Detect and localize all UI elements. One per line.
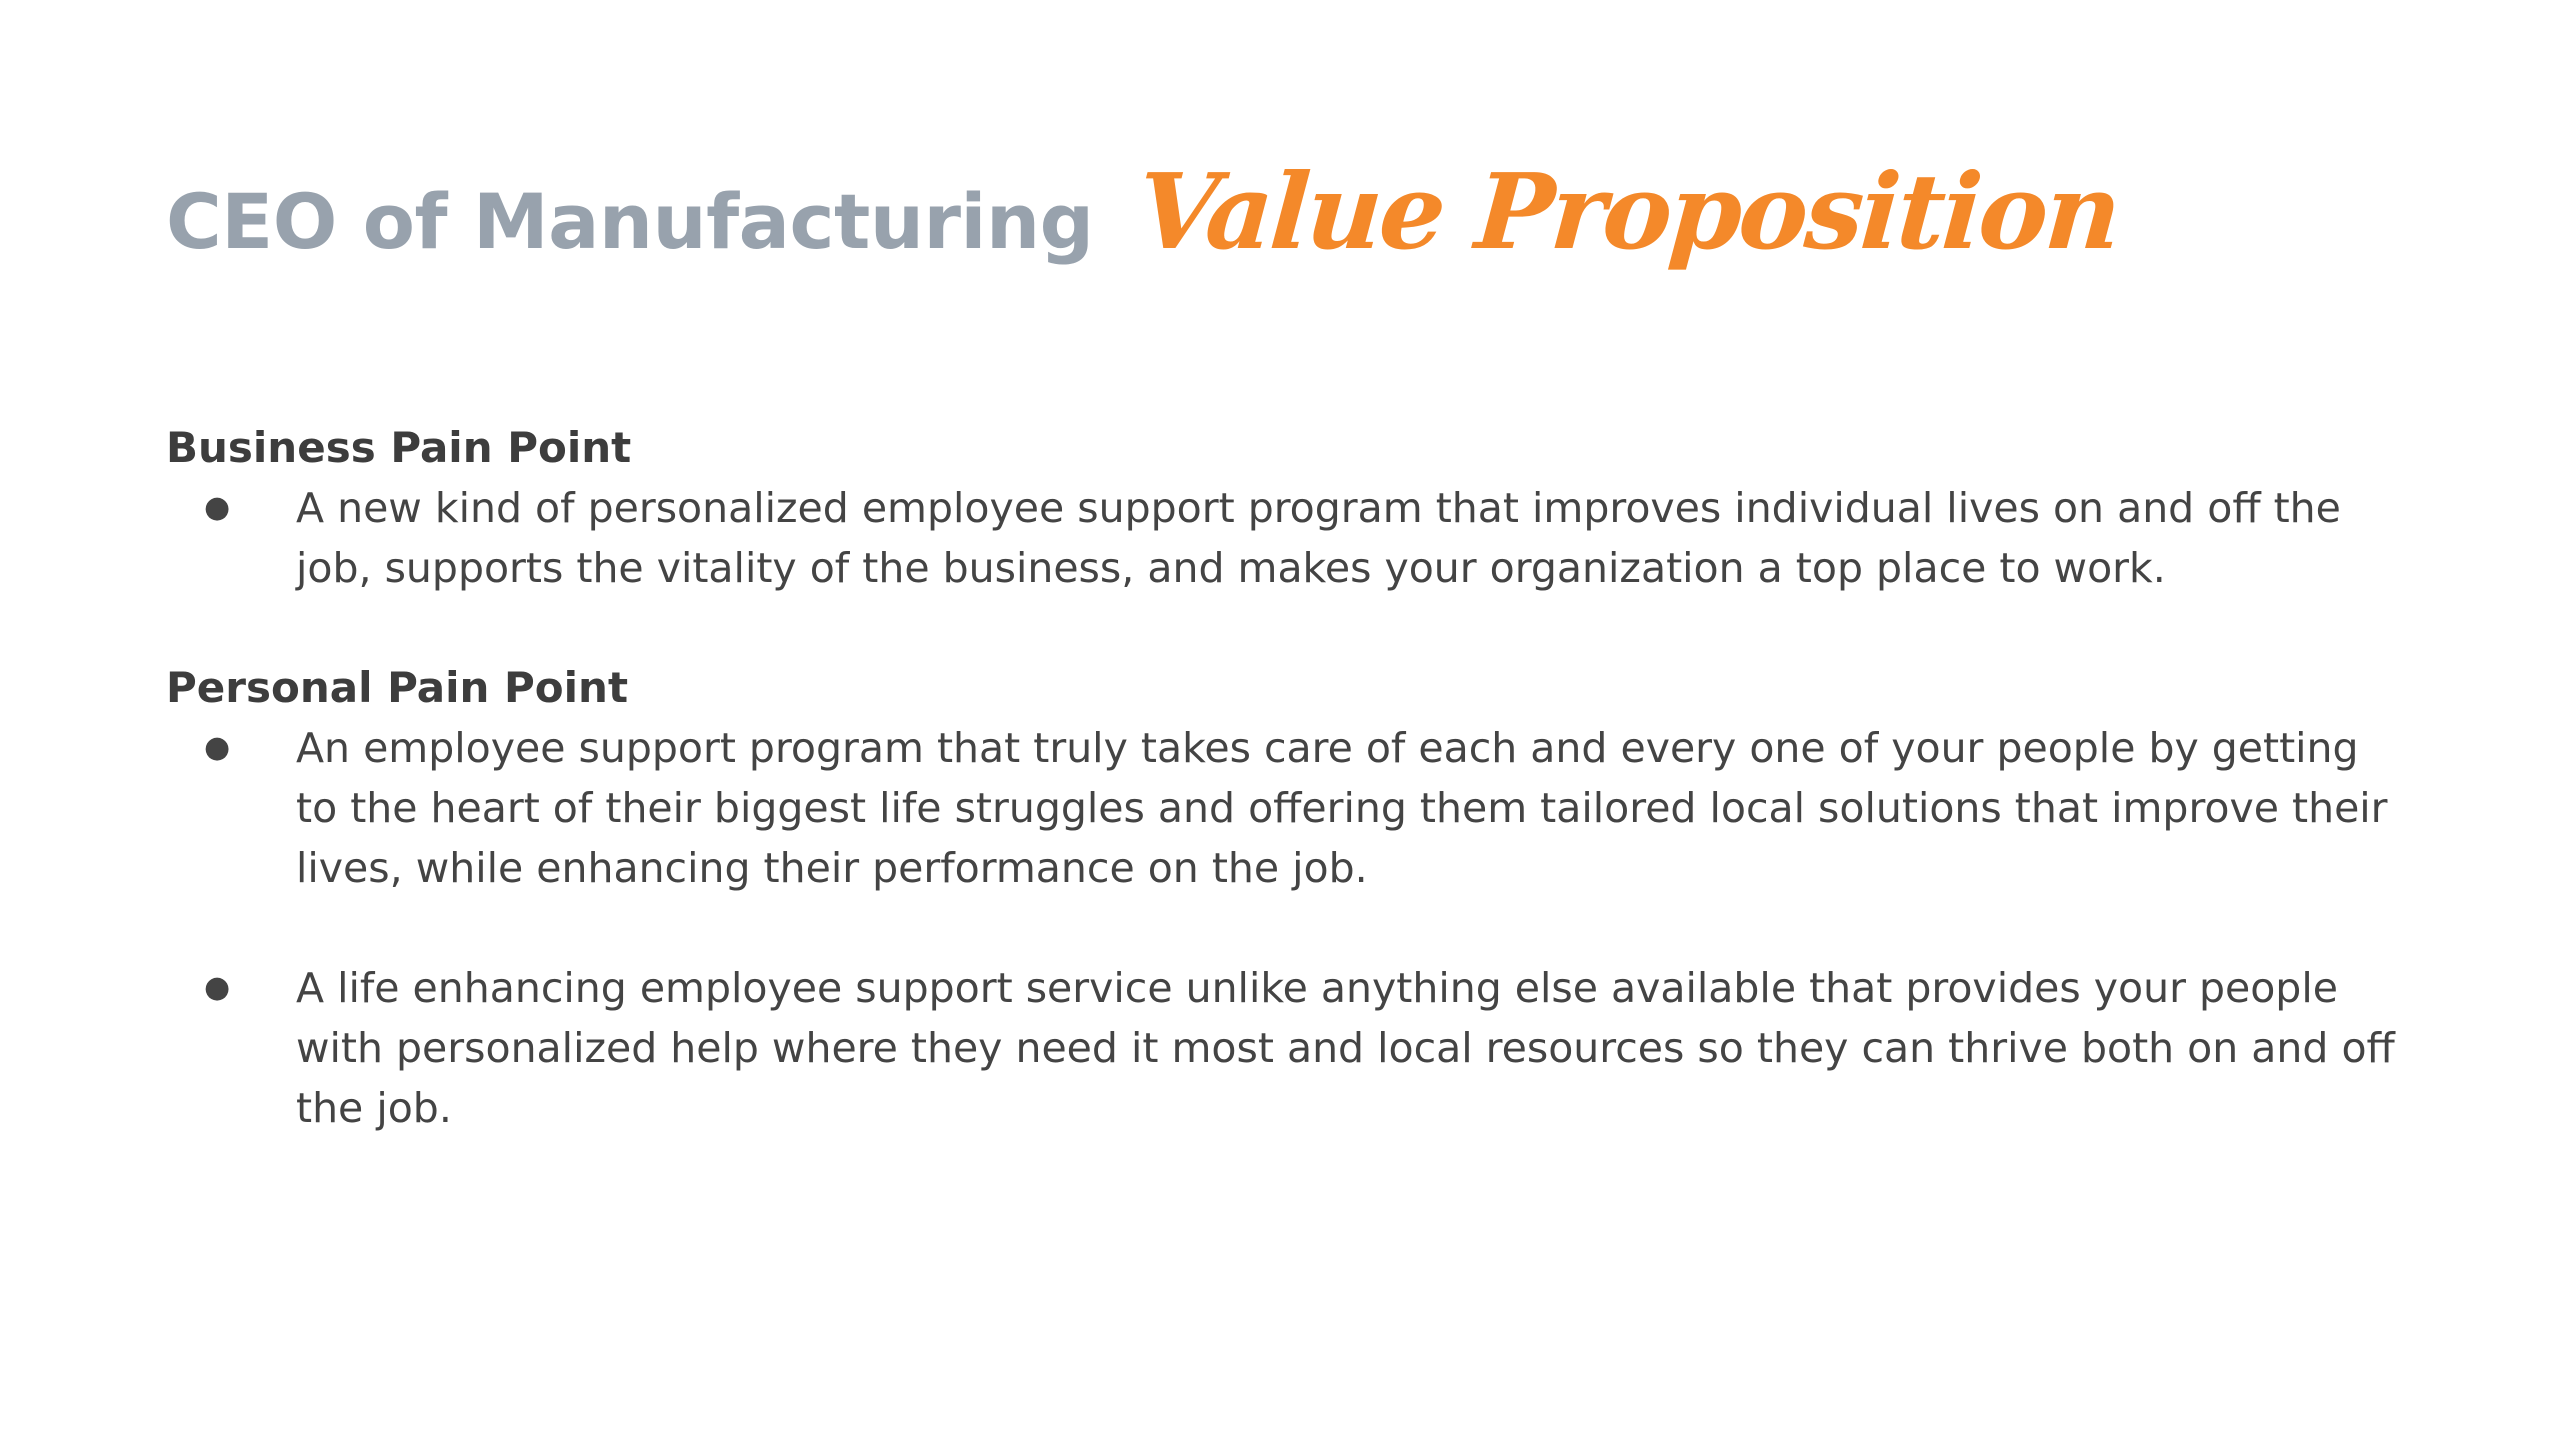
spacer [166, 898, 2406, 958]
section-heading: Business Pain Point [166, 423, 632, 472]
slide-content [166, 418, 2406, 1138]
bullet-icon: ● [204, 730, 231, 765]
list-item [166, 478, 2406, 598]
bullet-list [166, 478, 2406, 598]
slide-title: CEO of Manufacturing [166, 177, 1094, 266]
spacer [166, 598, 2406, 658]
list-item-text: A new kind of personalized employee support program that improves individual lives on and off the job, supports the vitality of the business, and makes your organization a top place to work. [296, 484, 2341, 592]
list-item [166, 718, 2406, 898]
section-personal-pain-point [166, 658, 2406, 1138]
bullet-list [166, 718, 2406, 1138]
title-row [166, 150, 2122, 273]
slide-title-accent: Value Proposition [1133, 150, 2122, 273]
list-item-text: An employee support program that truly takes care of each and every one of your people by getting to the heart of their biggest life struggles and offering them tailored local solutions that improve their lives, while enhancing their performance on the job. [296, 724, 2388, 892]
list-item-text: A life enhancing employee support service unlike anything else available that provides your people with personalized help where they need it most and local resources so they can thrive both on and off the job. [296, 964, 2395, 1132]
section-heading: Personal Pain Point [166, 663, 629, 712]
section-business-pain-point [166, 418, 2406, 598]
list-item [166, 958, 2406, 1138]
bullet-icon: ● [204, 490, 231, 525]
bullet-icon: ● [204, 970, 231, 1005]
